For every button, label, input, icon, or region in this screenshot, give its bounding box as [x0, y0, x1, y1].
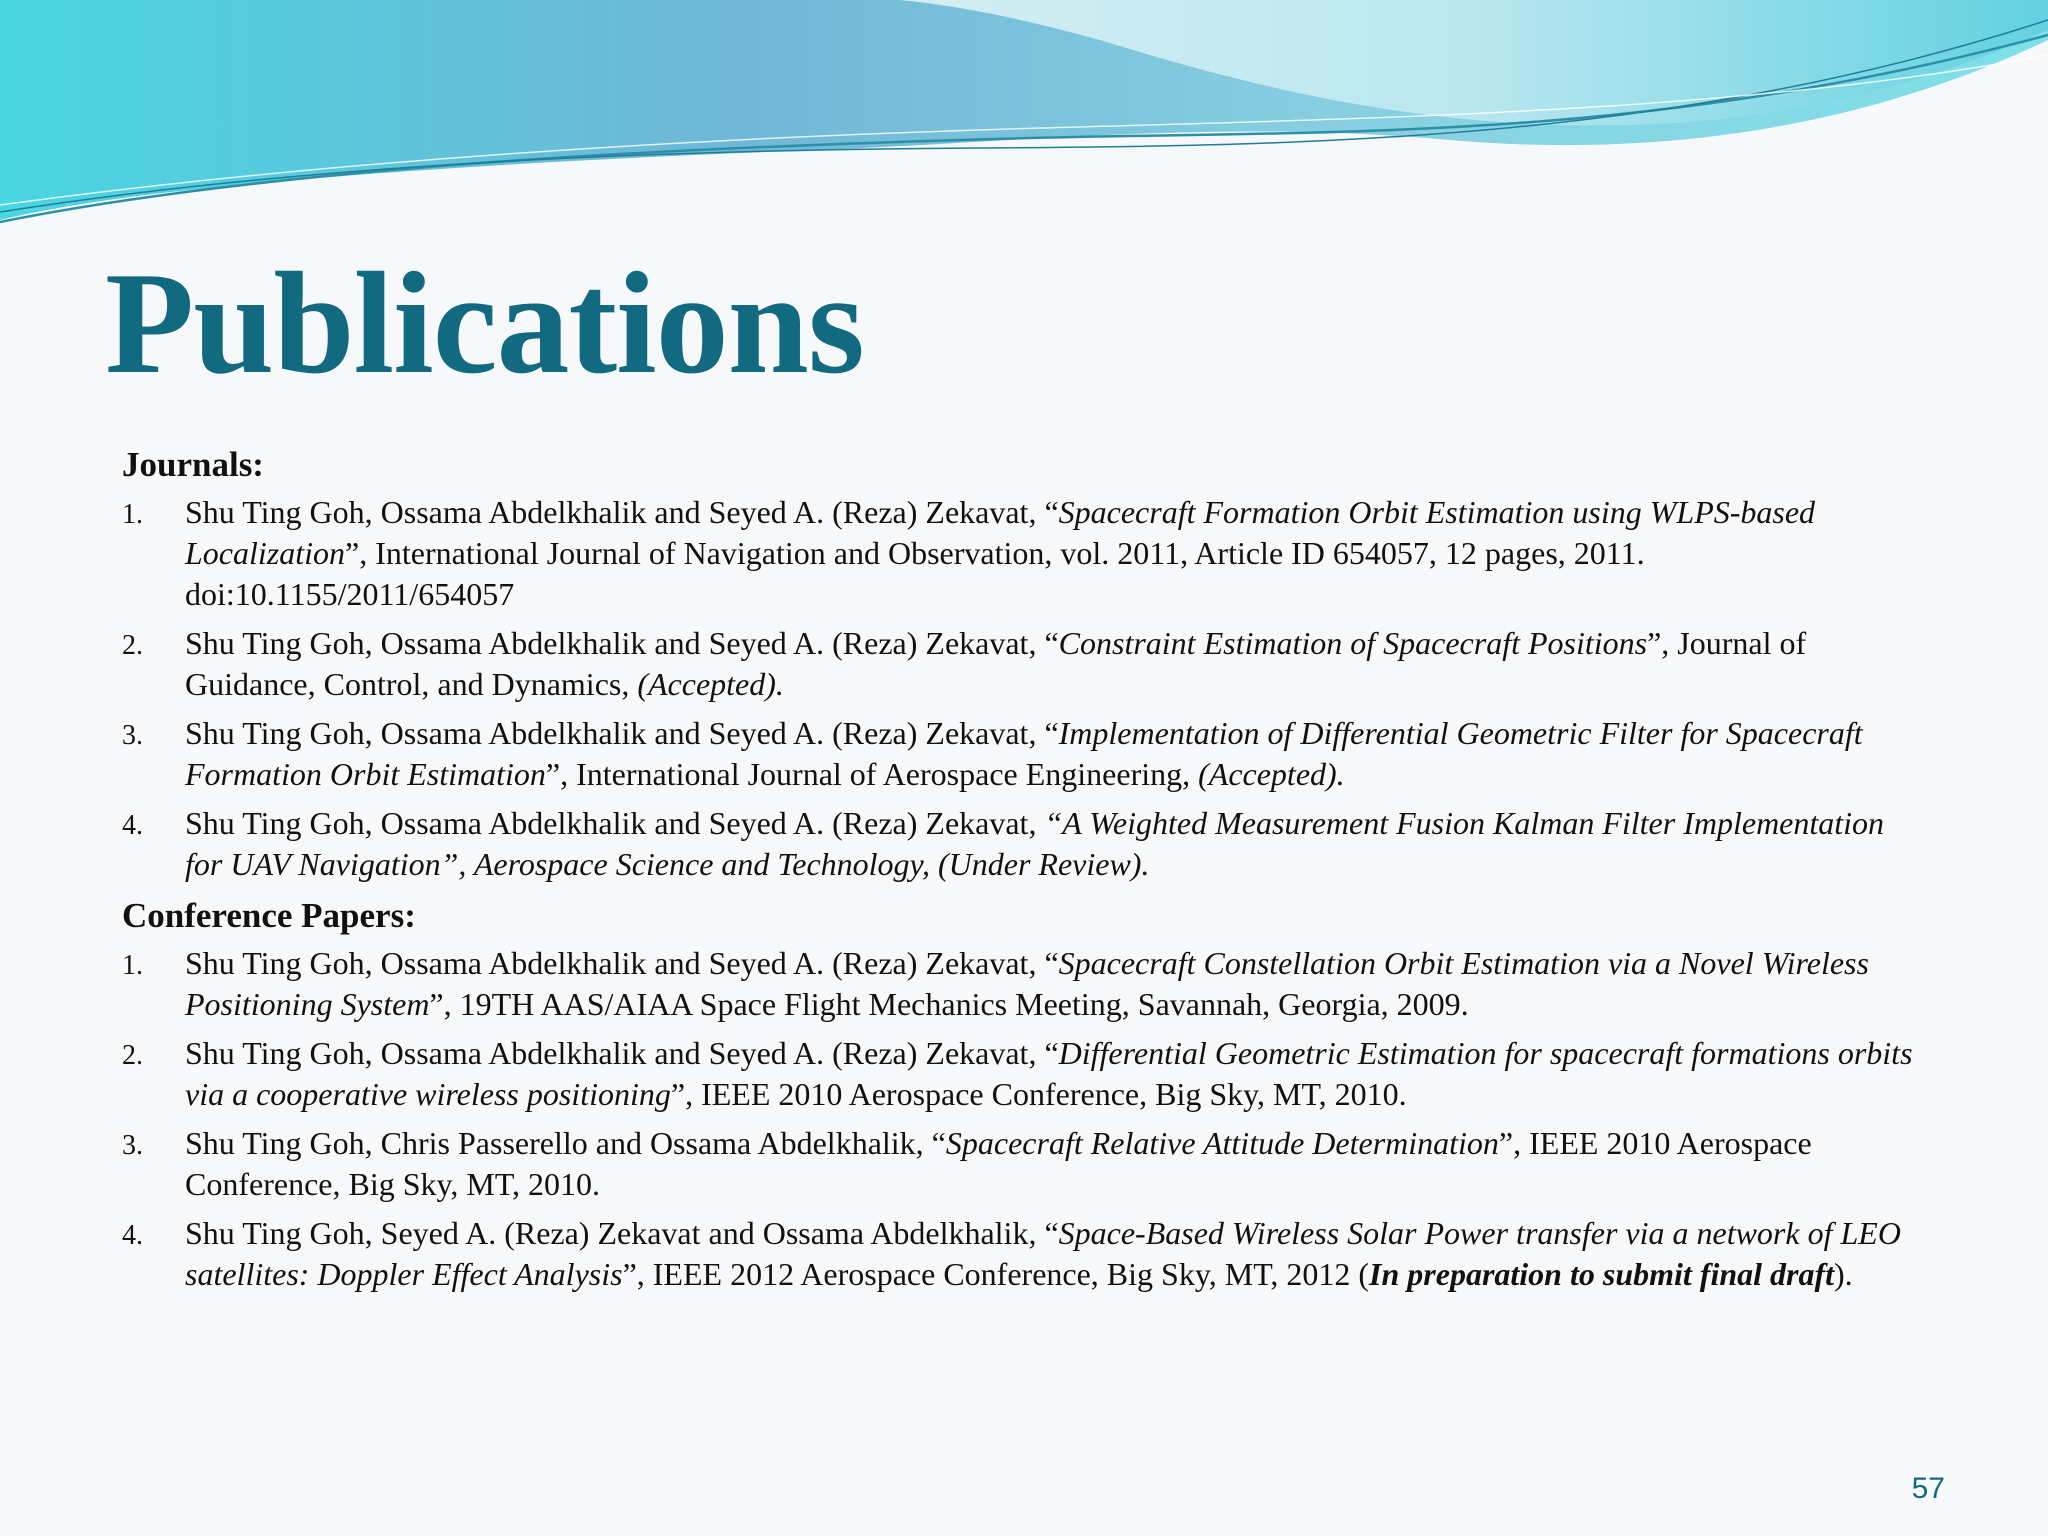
citation-venue: ”, Journal of Guidance, Control, and Dynamics,: [185, 625, 1807, 702]
citation-authors: Shu Ting Goh, Ossama Abdelkhalik and Seyed A. (Reza) Zekavat, “: [185, 715, 1059, 751]
citation-title: Differential Geometric Estimation for spacecraft formations orbits via a cooperative wireless positioning: [185, 1035, 1913, 1112]
list-number: 3 .: [122, 715, 143, 756]
publications-content: [122, 442, 1922, 1303]
citation-authors: Shu Ting Goh, Seyed A. (Reza) Zekavat and Ossama Abdelkhalik, “: [185, 1215, 1059, 1251]
conference-list: [122, 943, 1922, 1295]
citation-venue: ”, IEEE 2012 Aerospace Conference, Big Sky, MT, 2012 (: [622, 1256, 1370, 1292]
citation-title: Space-Based Wireless Solar Power transfer via a network of LEO satellites: Doppler Effect Analysis: [185, 1215, 1901, 1292]
list-number: 4 .: [122, 1215, 143, 1256]
header-wave-decoration: [0, 0, 2048, 240]
citation-authors: Shu Ting Goh, Chris Passerello and Ossama Abdelkhalik, “: [185, 1125, 946, 1161]
citation-authors: Shu Ting Goh, Ossama Abdelkhalik and Seyed A. (Reza) Zekavat, “: [185, 945, 1059, 981]
list-number: 2 .: [122, 625, 143, 666]
conference-item: [122, 943, 1922, 1025]
conference-heading: Conference Papers:: [122, 896, 416, 935]
list-number: 4 .: [122, 805, 143, 846]
citation-title: “A Weighted Measurement Fusion Kalman Filter Implementation for UAV Navigation”, Aerospace Science and Technology, (Under Review).: [185, 805, 1885, 882]
citation-authors: Shu Ting Goh, Ossama Abdelkhalik and Seyed A. (Reza) Zekavat,: [185, 805, 1045, 841]
list-number: 1 .: [122, 945, 143, 986]
journal-item: [122, 713, 1922, 795]
citation-authors: Shu Ting Goh, Ossama Abdelkhalik and Seyed A. (Reza) Zekavat, “: [185, 625, 1059, 661]
citation-venue: ”, International Journal of Navigation and Observation, vol. 2011, Article ID 654057, 12 pages, 2011. doi:10.1155/2011/654057: [185, 535, 1645, 612]
journals-list: [122, 492, 1922, 885]
citation-status: In preparation to submit final draft: [1369, 1256, 1835, 1292]
citation-tail: ).: [1834, 1256, 1853, 1292]
journal-item: [122, 492, 1922, 615]
citation-authors: Shu Ting Goh, Ossama Abdelkhalik and Seyed A. (Reza) Zekavat, “: [185, 1035, 1059, 1071]
citation-status: (Accepted).: [1198, 756, 1345, 792]
citation-status: (Accepted).: [637, 666, 784, 702]
conference-item: [122, 1033, 1922, 1115]
citation-title: Spacecraft Formation Orbit Estimation using WLPS-based Localization: [185, 494, 1816, 571]
list-number: 2 .: [122, 1035, 143, 1076]
citation-venue: ”, International Journal of Aerospace Engineering,: [545, 756, 1199, 792]
conference-item: [122, 1123, 1922, 1205]
citation-venue: ”, IEEE 2010 Aerospace Conference, Big Sky, MT, 2010.: [670, 1076, 1407, 1112]
list-number: 1 .: [122, 494, 143, 535]
citation-venue: ”, IEEE 2010 Aerospace Conference, Big Sky, MT, 2010.: [185, 1125, 1812, 1202]
conference-item: [122, 1213, 1922, 1295]
citation-title: Spacecraft Constellation Orbit Estimation via a Novel Wireless Positioning System: [185, 945, 1869, 1022]
journal-item: [122, 623, 1922, 705]
page-number: 57: [1911, 1472, 1945, 1505]
citation-title: Constraint Estimation of Spacecraft Positions: [1058, 625, 1648, 661]
citation-title: Implementation of Differential Geometric Filter for Spacecraft Formation Orbit Estimation: [185, 715, 1863, 792]
citation-venue: ”, 19TH AAS/AIAA Space Flight Mechanics Meeting, Savannah, Georgia, 2009.: [429, 986, 1469, 1022]
citation-title: Spacecraft Relative Attitude Determination: [945, 1125, 1499, 1161]
list-number: 3 .: [122, 1125, 143, 1166]
citation-authors: Shu Ting Goh, Ossama Abdelkhalik and Seyed A. (Reza) Zekavat, “: [185, 494, 1059, 530]
journal-item: [122, 803, 1922, 885]
journals-heading: Journals:: [122, 445, 264, 484]
page-title: Publications: [105, 242, 864, 404]
